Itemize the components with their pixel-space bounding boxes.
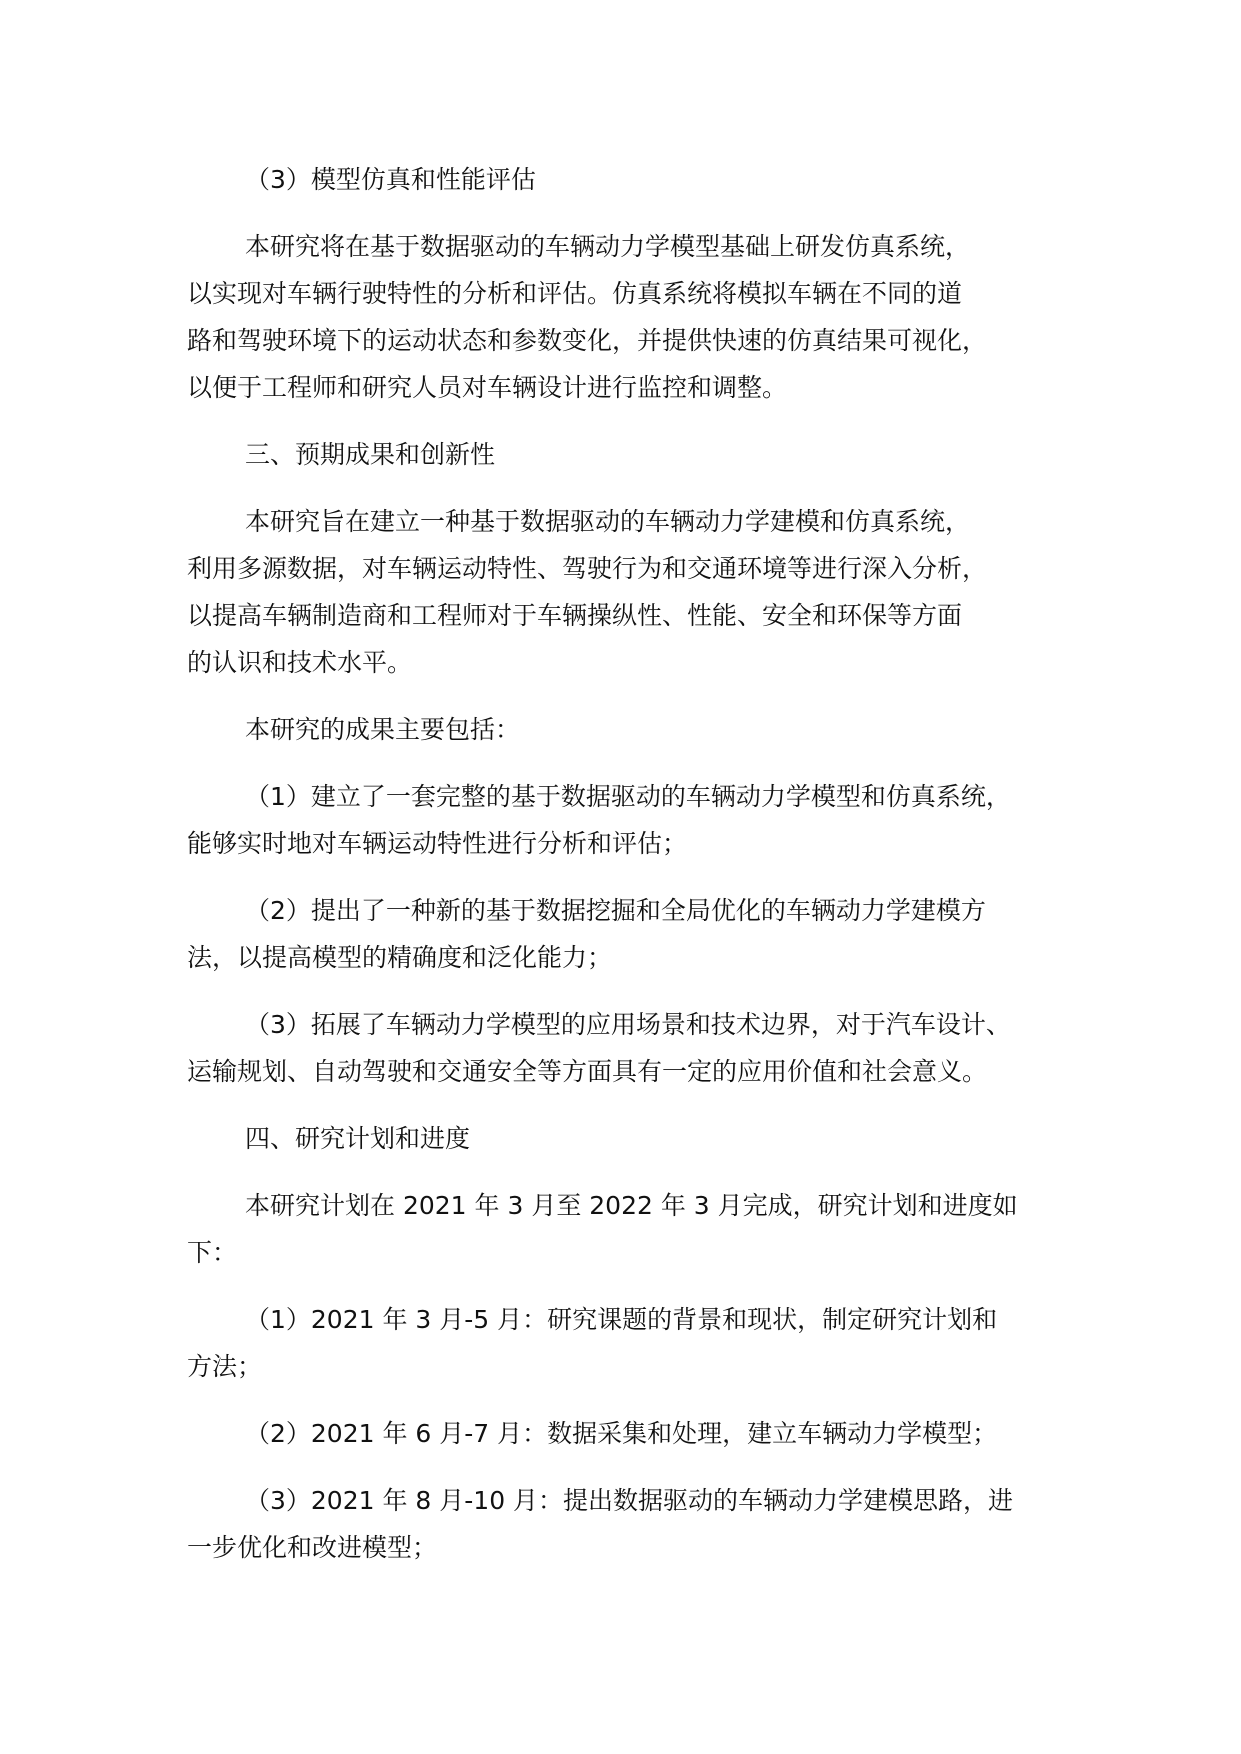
text-line: （3）拓展了车辆动力学模型的应用场景和技术边界，对于汽车设计、 bbox=[245, 1010, 1011, 1039]
text-line: （1）2021 年 3 月-5 月：研究课题的背景和现状，制定研究计划和 bbox=[245, 1305, 998, 1334]
text-line: 以便于工程师和研究人员对车辆设计进行监控和调整。 bbox=[187, 373, 788, 402]
paragraph-result-3 bbox=[187, 1001, 1077, 1095]
text-line: 一步优化和改进模型； bbox=[187, 1533, 438, 1562]
text-line: 本研究计划在 2021 年 3 月至 2022 年 3 月完成，研究计划和进度如 bbox=[245, 1191, 1018, 1220]
text-line: 方法； bbox=[187, 1352, 263, 1381]
section-heading-research-plan bbox=[187, 1115, 1077, 1162]
text-line: 运输规划、自动驾驶和交通安全等方面具有一定的应用价值和社会意义。 bbox=[187, 1057, 988, 1086]
paragraph-sim-system bbox=[187, 223, 1077, 411]
text-line: 本研究旨在建立一种基于数据驱动的车辆动力学建模和仿真系统， bbox=[245, 507, 971, 536]
text-line: 本研究的成果主要包括： bbox=[245, 715, 521, 744]
text-line: 以实现对车辆行驶特性的分析和评估。仿真系统将模拟车辆在不同的道 bbox=[187, 279, 963, 308]
text-line: 的认识和技术水平。 bbox=[187, 648, 413, 677]
text-line: （3）2021 年 8 月-10 月：提出数据驱动的车辆动力学建模思路，进 bbox=[245, 1486, 1014, 1515]
text-line: 法，以提高模型的精确度和泛化能力； bbox=[187, 943, 613, 972]
text-line: 利用多源数据，对车辆运动特性、驾驶行为和交通环境等进行深入分析， bbox=[187, 554, 988, 583]
text-line: 以提高车辆制造商和工程师对于车辆操纵性、性能、安全和环保等方面 bbox=[187, 601, 963, 630]
text-line: 能够实时地对车辆运动特性进行分析和评估； bbox=[187, 829, 688, 858]
paragraph-plan-2 bbox=[187, 1410, 1077, 1457]
text-line: 路和驾驶环境下的运动状态和参数变化，并提供快速的仿真结果可视化， bbox=[187, 326, 988, 355]
paragraph-plan-1 bbox=[187, 1296, 1077, 1390]
text-line: 四、研究计划和进度 bbox=[245, 1124, 471, 1153]
text-line: 本研究将在基于数据驱动的车辆动力学模型基础上研发仿真系统， bbox=[245, 232, 971, 261]
paragraph-result-2 bbox=[187, 887, 1077, 981]
text-line: （3）模型仿真和性能评估 bbox=[245, 165, 536, 194]
document-body bbox=[187, 156, 1077, 1591]
text-line: 下： bbox=[187, 1238, 238, 1267]
paragraph-plan-3 bbox=[187, 1477, 1077, 1571]
paragraph-results-intro bbox=[187, 706, 1077, 753]
section-heading-expected-results bbox=[187, 431, 1077, 478]
text-line: （1）建立了一套完整的基于数据驱动的车辆动力学模型和仿真系统， bbox=[245, 782, 1011, 811]
paragraph-research-aim bbox=[187, 498, 1077, 686]
text-line: 三、预期成果和创新性 bbox=[245, 440, 496, 469]
paragraph-model-sim-heading bbox=[187, 156, 1077, 203]
text-line: （2）提出了一种新的基于数据挖掘和全局优化的车辆动力学建模方 bbox=[245, 896, 986, 925]
text-line: （2）2021 年 6 月-7 月：数据采集和处理，建立车辆动力学模型； bbox=[245, 1419, 998, 1448]
paragraph-plan-intro bbox=[187, 1182, 1077, 1276]
paragraph-result-1 bbox=[187, 773, 1077, 867]
